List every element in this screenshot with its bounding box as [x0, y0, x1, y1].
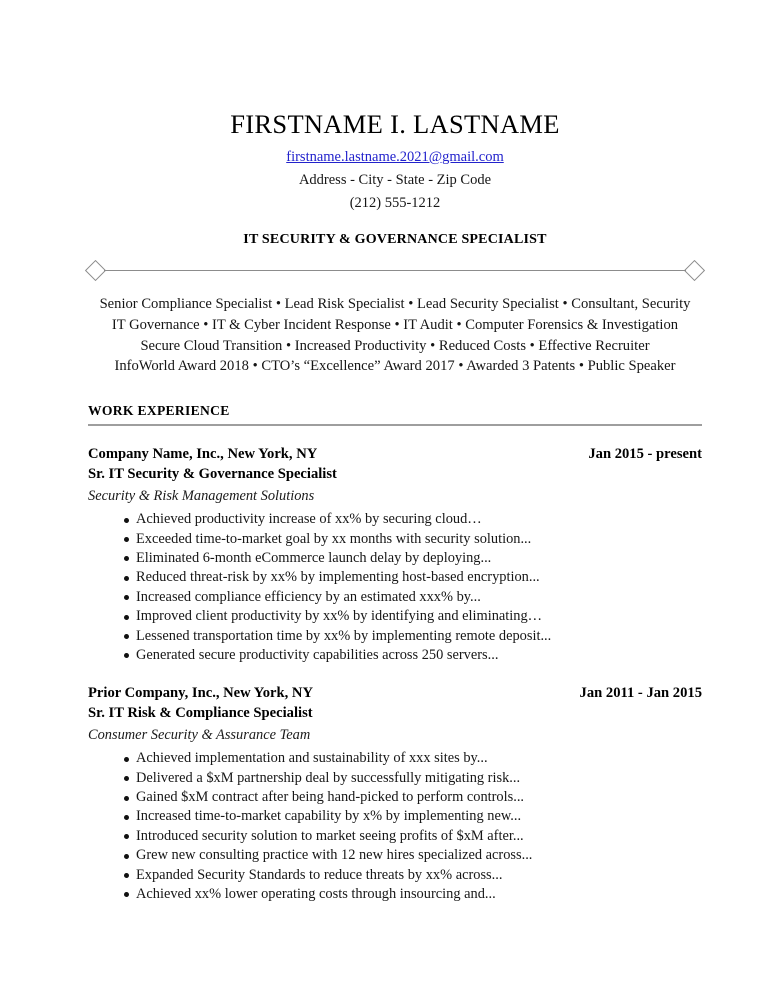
job-company: Prior Company, Inc., New York, NY	[88, 685, 313, 702]
page-title: FIRSTNAME I. LASTNAME	[230, 109, 560, 139]
summary-line: IT Governance • IT & Cyber Incident Response • IT Audit • Computer Forensics & Investigation	[111, 317, 679, 334]
job-team: Consumer Security & Assurance Team	[88, 726, 311, 743]
list-item-text: Improved client productivity by xx% by identifying and eliminating…	[136, 608, 543, 625]
diamond-icon-right	[684, 260, 705, 281]
list-item-text: Introduced security solution to market seeing profits of $xM after...	[136, 827, 524, 844]
job-dates: Jan 2015 - present	[588, 446, 702, 463]
divider-rule	[104, 270, 686, 271]
list-item-text: Achieved implementation and sustainability of xxx sites by...	[136, 750, 488, 767]
list-item	[88, 827, 702, 846]
job-dates: Jan 2011 - Jan 2015	[579, 685, 702, 702]
resume-content	[88, 0, 702, 904]
job-title: Sr. IT Risk & Compliance Specialist	[88, 704, 313, 721]
job-bullet-list	[88, 749, 702, 904]
address-line: Address - City - State - Zip Code	[298, 172, 492, 189]
list-item-text: Grew new consulting practice with 12 new hires specialized across...	[136, 847, 533, 864]
list-item-text: Gained $xM contract after being hand-picked to perform controls...	[136, 789, 525, 806]
list-item-text: Increased compliance efficiency by an estimated xxx% by...	[136, 588, 481, 605]
bullet-icon	[124, 796, 129, 801]
bullet-icon	[124, 634, 129, 639]
list-item	[88, 530, 702, 549]
diamond-icon-left	[85, 260, 106, 281]
summary-block	[88, 294, 702, 377]
bullet-icon	[124, 556, 129, 561]
bullet-icon	[124, 576, 129, 581]
list-item-text: Achieved productivity increase of xx% by securing cloud…	[136, 511, 482, 528]
section-rule	[88, 424, 702, 426]
bullet-icon	[124, 615, 129, 620]
bullet-icon	[124, 595, 129, 600]
bullet-icon	[124, 653, 129, 658]
section-work-experience	[88, 403, 702, 904]
list-item-text: Expanded Security Standards to reduce threats by xx% across...	[136, 866, 503, 883]
list-item	[88, 749, 702, 768]
list-item	[88, 646, 702, 665]
bullet-icon	[124, 518, 129, 523]
list-item	[88, 607, 702, 626]
bullet-icon	[124, 873, 129, 878]
list-item-text: Reduced threat-risk by xx% by implementing host-based encryption...	[136, 569, 540, 586]
job-entry	[88, 684, 702, 904]
job-title: Sr. IT Security & Governance Specialist	[88, 465, 337, 482]
list-item	[88, 885, 702, 904]
summary-line: Senior Compliance Specialist • Lead Risk Specialist • Lead Security Specialist • Consultant, Security	[99, 296, 691, 313]
summary-line: InfoWorld Award 2018 • CTO’s “Excellence” Award 2017 • Awarded 3 Patents • Public Speaker	[114, 358, 676, 375]
list-item-text: Exceeded time-to-market goal by xx months with security solution...	[136, 530, 532, 547]
section-title: WORK EXPERIENCE	[88, 403, 230, 419]
email-link[interactable]: firstname.lastname.2021@gmail.com	[286, 148, 504, 165]
list-item-text: Lessened transportation time by xx% by implementing remote deposit...	[136, 627, 552, 644]
bullet-icon	[124, 537, 129, 542]
bullet-icon	[124, 757, 129, 762]
professional-headline: IT SECURITY & GOVERNANCE SPECIALIST	[243, 232, 547, 248]
email-line	[88, 147, 702, 166]
ornamental-divider	[88, 260, 702, 280]
job-company: Company Name, Inc., New York, NY	[88, 446, 318, 463]
list-item-text: Eliminated 6-month eCommerce launch delay by deploying...	[136, 550, 492, 566]
bullet-icon	[124, 854, 129, 859]
list-item-text: Increased time-to-market capability by x% by implementing new...	[136, 808, 522, 825]
bullet-icon	[124, 834, 129, 839]
list-item	[88, 568, 702, 587]
list-item	[88, 510, 702, 529]
job-header	[88, 684, 702, 702]
summary-line: Secure Cloud Transition • Increased Productivity • Reduced Costs • Effective Recruiter	[140, 337, 650, 354]
list-item-text: Generated secure productivity capabilities across 250 servers...	[136, 646, 499, 663]
list-item	[88, 549, 702, 568]
bullet-icon	[124, 776, 129, 781]
list-item	[88, 788, 702, 807]
bullet-icon	[124, 815, 129, 820]
list-item	[88, 588, 702, 607]
bullet-icon	[124, 892, 129, 897]
list-item	[88, 807, 702, 826]
phone-line: (212) 555-1212	[349, 195, 441, 212]
job-bullet-list	[88, 510, 702, 665]
job-entry	[88, 445, 702, 665]
job-header	[88, 445, 702, 463]
list-item	[88, 866, 702, 885]
list-item-text: Delivered a $xM partnership deal by successfully mitigating risk...	[136, 769, 521, 786]
list-item	[88, 846, 702, 865]
list-item	[88, 627, 702, 646]
job-team: Security & Risk Management Solutions	[88, 487, 315, 504]
list-item-text: Achieved xx% lower operating costs through insourcing and...	[136, 885, 496, 902]
list-item	[88, 769, 702, 788]
